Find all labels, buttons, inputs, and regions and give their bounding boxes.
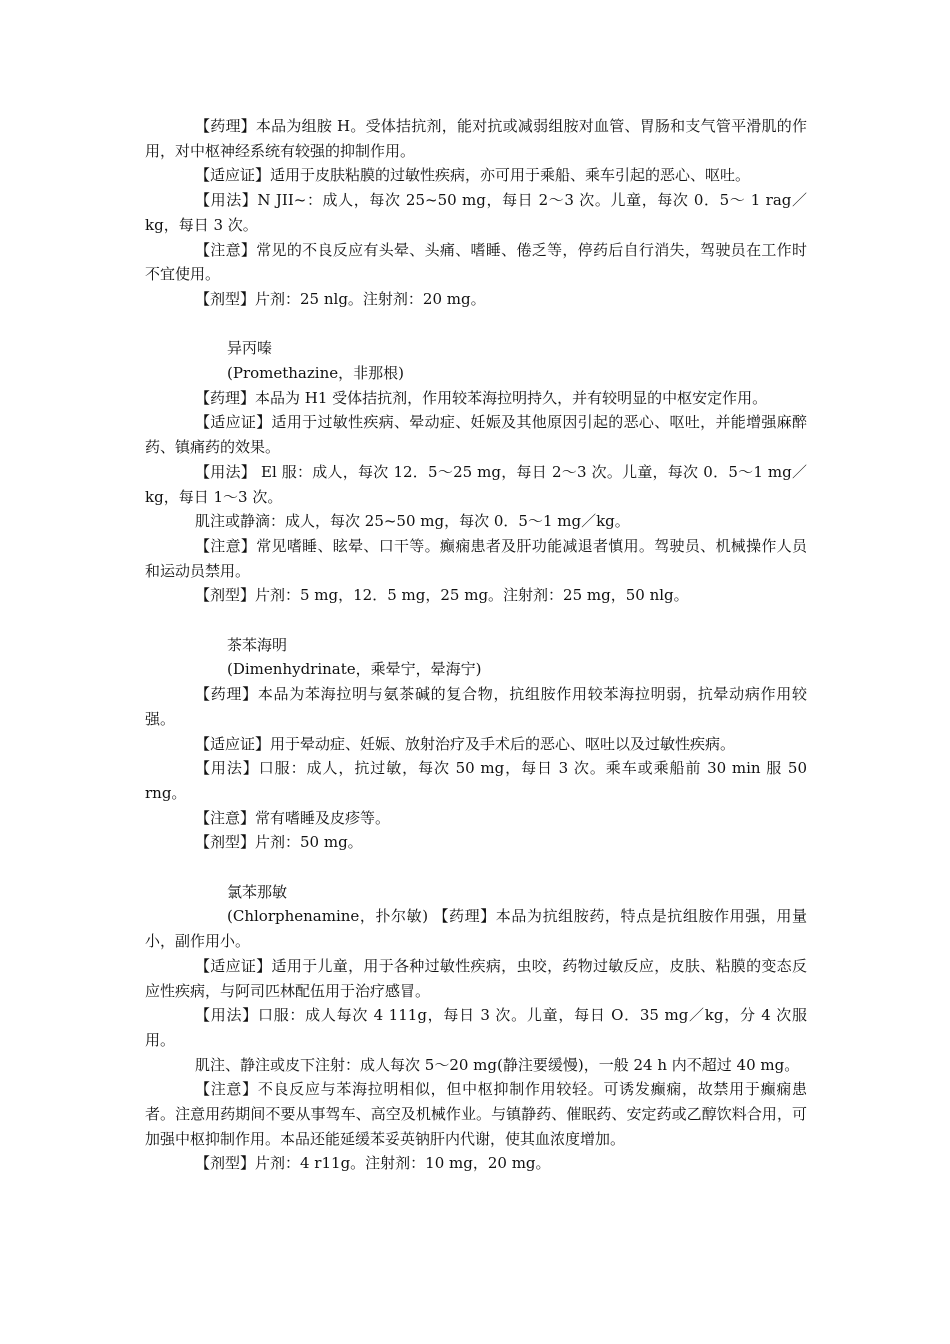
precaution-paragraph: 【注意】常有嗜睡及皮疹等。 — [195, 808, 391, 827]
usage-paragraph: 【用法】口服：成人每次 4 111g，每日 3 次。儿童，每日 O．35 mg／kg，分 4 次服用。 — [145, 1006, 807, 1049]
pharmacology-paragraph: 【药理】本品为苯海拉明与氨茶碱的复合物，抗组胺作用较苯海拉明弱，抗晕动病作用较强。 — [145, 685, 807, 728]
drug-name-heading: 异丙嗪 — [227, 339, 273, 358]
drug-alias: (Dimenhydrinate，乘晕宁，晕海宁) — [227, 660, 482, 679]
usage-paragraph: 【用法】 El 服：成人，每次 12．5～25 mg，每日 2～3 次。儿童，每次 0．5～1 mg／kg，每日 1～3 次。 — [145, 462, 807, 506]
indication-paragraph: 【适应证】适用于儿童，用于各种过敏性疾病，虫咬，药物过敏反应，皮肤、粘膜的变态反应性疾病，与阿司匹林配伍用于治疗感冒。 — [145, 956, 807, 1000]
indication-paragraph: 【适应证】用于晕动症、妊娠、放射治疗及手术后的恶心、呕吐以及过敏性疾病。 — [195, 734, 736, 753]
dosage-form-paragraph: 【剂型】片剂：25 nlg。注射剂：20 mg。 — [195, 289, 486, 308]
precaution-paragraph: 【注意】常见嗜睡、眩晕、口干等。癫痫患者及肝功能减退者慎用。驾驶员、机械操作人员和运动员禁用。 — [145, 536, 807, 580]
drug-name-heading: 茶苯海明 — [227, 635, 288, 654]
dosage-form-paragraph: 【剂型】片剂：4 r11g。注射剂：10 mg，20 mg。 — [195, 1154, 551, 1173]
dosage-form-paragraph: 【剂型】片剂：50 mg。 — [195, 833, 363, 852]
dosage-form-paragraph: 【剂型】片剂：5 mg，12．5 mg，25 mg。注射剂：25 mg，50 nlg。 — [195, 586, 689, 605]
indication-paragraph: 【适应证】适用于皮肤粘膜的过敏性疾病，亦可用于乘船、乘车引起的恶心、呕吐。 — [195, 166, 751, 185]
usage-injection-paragraph: 肌注或静滴：成人，每次 25~50 mg，每次 0．5～1 mg／kg。 — [195, 512, 630, 531]
section-spacer — [145, 312, 807, 337]
pharmacology-paragraph: 【药理】本品为组胺 H。受体拮抗剂，能对抗或减弱组胺对血管、胃肠和支气管平滑肌的作用，对中枢神经系统有较强的抑制作用。 — [145, 117, 807, 160]
section-spacer — [145, 608, 807, 633]
section-spacer — [145, 855, 807, 880]
pharmacology-paragraph: 【药理】本品为 H1 受体拮抗剂，作用较苯海拉明持久，并有较明显的中枢安定作用。 — [195, 388, 768, 407]
precaution-paragraph: 【注意】不良反应与苯海拉明相似，但中枢抑制作用较轻。可诱发癫痫，故禁用于癫痫患者。注意用药期间不要从事驾车、高空及机械作业。与镇静药、催眠药、安定药或乙醇饮料合用，可加强中枢抑制作用。本品还能延缓苯妥英钠肝内代谢，使其血浓度增加。 — [145, 1080, 807, 1148]
usage-paragraph: 【用法】口服：成人，抗过敏，每次 50 mg，每日 3 次。乘车或乘船前 30 min 服 50 rng。 — [145, 759, 807, 802]
drug-name-heading: 氯苯那敏 — [227, 882, 288, 901]
drug-alias: (Promethazine，非那根) — [227, 364, 404, 383]
document-page — [145, 114, 807, 1176]
usage-paragraph: 【用法】N JII~：成人，每次 25~50 mg，每日 2～3 次。儿童，每次 0．5～ 1 rag／kg，每日 3 次。 — [145, 191, 807, 234]
usage-injection-paragraph: 肌注、静注或皮下注射：成人每次 5～20 mg(静注要缓慢)，一般 24 h 内不超过 40 mg。 — [195, 1055, 800, 1074]
alias-pharmacology-paragraph: (Chlorphenamine，扑尔敏) 【药理】本品为抗组胺药，特点是抗组胺作用强，用量小，副作用小。 — [145, 907, 807, 951]
indication-paragraph: 【适应证】适用于过敏性疾病、晕动症、妊娠及其他原因引起的恶心、呕吐，并能增强麻醉药、镇痛药的效果。 — [145, 413, 807, 457]
precaution-paragraph: 【注意】常见的不良反应有头晕、头痛、嗜睡、倦乏等，停药后自行消失，驾驶员在工作时不宜使用。 — [145, 240, 807, 284]
